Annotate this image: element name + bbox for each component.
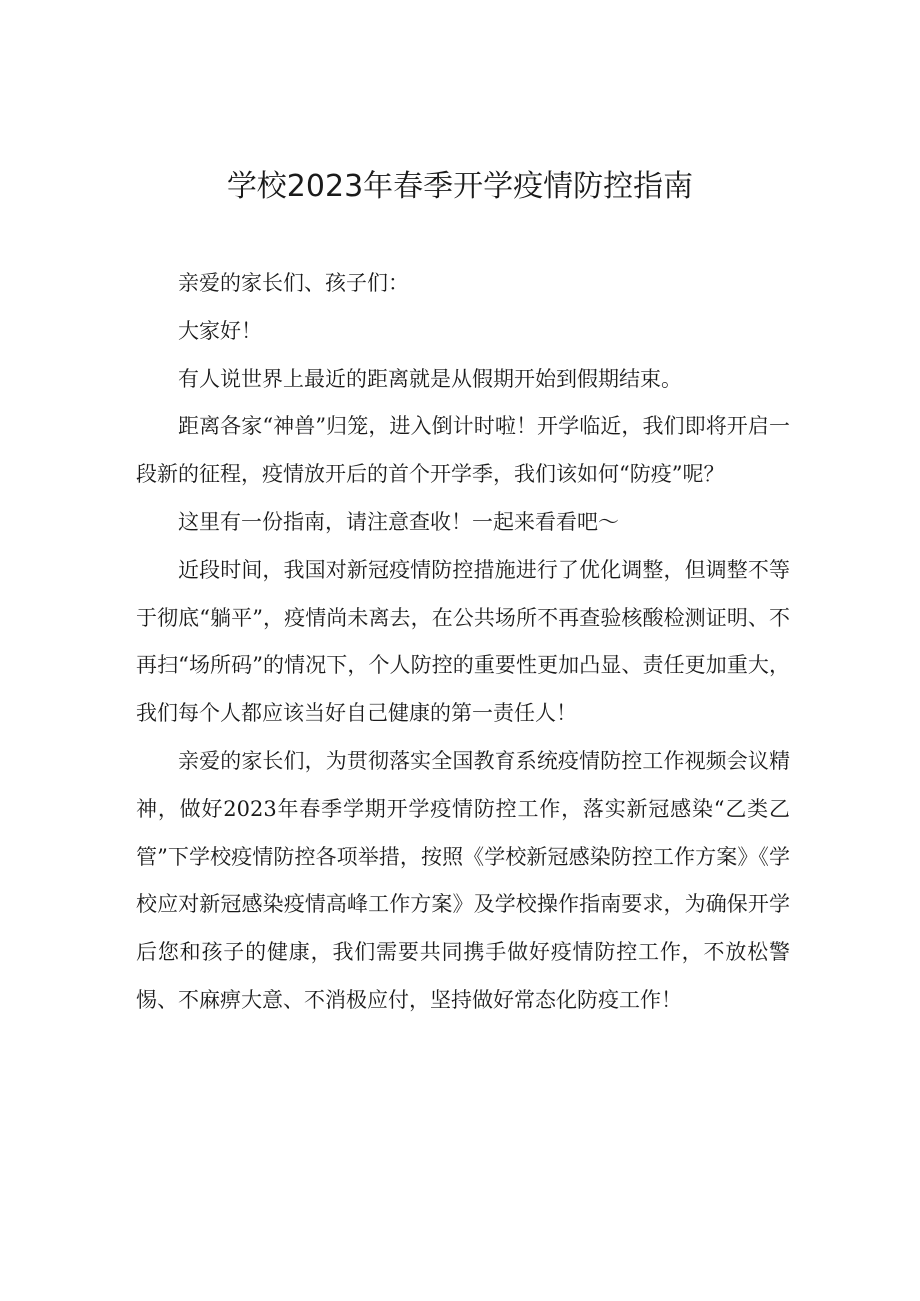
greeting-paragraph: 亲爱的家长们、孩子们： xyxy=(178,271,409,295)
parents-paragraph: 亲爱的家长们，为贯彻落实全国教育系统疫情防控工作视频会议精神，做好2023年春季学期开学疫情防控工作，落实新冠感染“乙类乙管”下学校疫情防控各项举措，按照《学校新冠感染防控工作方案》《学校应对新冠感染疫情高峰工作方案》及学校操作指南要求，为确保开学后您和孩子的健康，我们需要共同携手做好疫情防控工作，不放松警惕、不麻痹大意、不消极应付，坚持做好常态化防疫工作！ xyxy=(136,748,790,1012)
guide-intro-paragraph: 这里有一份指南，请注意查收！一起来看看吧～ xyxy=(178,509,619,534)
document-title: 学校2023年春季开学疫情防控指南 xyxy=(226,169,694,204)
holiday-paragraph: 有人说世界上最近的距离就是从假期开始到假期结束。 xyxy=(178,366,682,391)
countdown-paragraph: 距离各家“神兽”归笼，进入倒计时啦！开学临近，我们即将开启一段新的征程，疫情放开后的首个开学季，我们该如何“防疫”呢？ xyxy=(136,414,790,487)
hello-paragraph: 大家好！ xyxy=(178,318,262,343)
document-body xyxy=(136,260,790,1025)
policy-paragraph: 近段时间，我国对新冠疫情防控措施进行了优化调整，但调整不等于彻底“躺平”，疫情尚未离去，在公共场所不再查验核酸检测证明、不再扫“场所码”的情况下，个人防控的重要性更加凸显、责任更加重大，我们每个人都应该当好自己健康的第一责任人！ xyxy=(136,557,790,726)
